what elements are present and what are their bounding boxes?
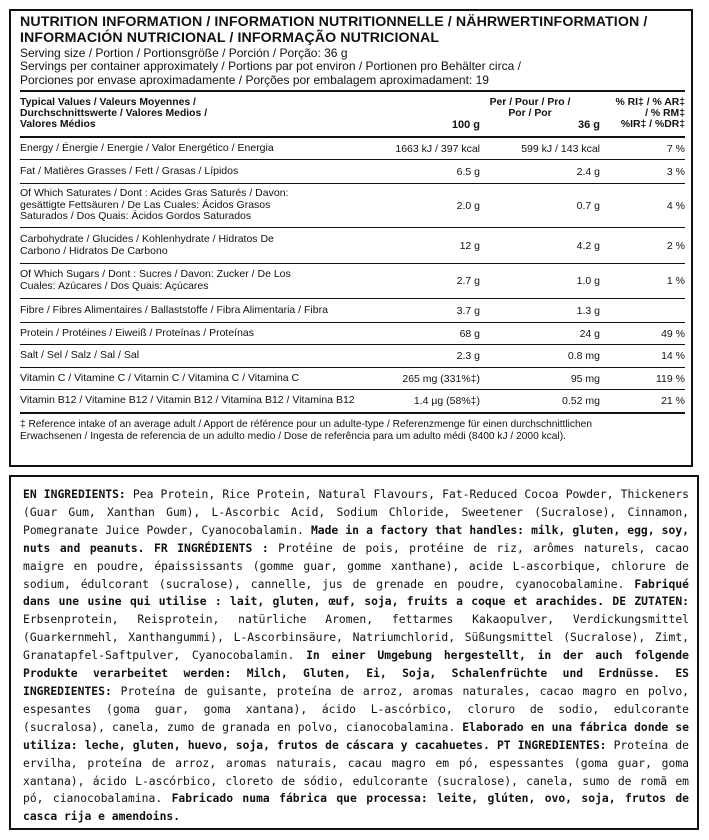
table-row — [20, 322, 685, 344]
ingredients-text-en: Pea Protein, Rice Protein, Natural Flavours, Fat-Reduced Cocoa Powder, Thickeners (Guar Gum, Xanthan Gum), L-Ascorbic Acid, Sodium Chloride, Sweetener (Sucralose), Cinnamon, Pomegranate Juice Powder, Cyanocobalamin. — [23, 487, 689, 537]
value-per-100g: 3.7 g — [456, 305, 480, 318]
table-row — [20, 136, 685, 159]
value-per-36g: 24 g — [579, 328, 600, 341]
ingredients-label-pt: PT INGREDIENTES: — [489, 737, 607, 752]
reference-intake-value: 3 % — [666, 166, 685, 179]
ingredients-text-fr: Protéine de pois, protéine de riz, arômes naturels, cacao maigre en poudre, épaississants (gomme guar, gomme xanthane), acide L-ascorbique, chlorure de sodium, édulcorant (sucralose), cannelle, jus de grenade en poudre, cyanocobalamine. — [23, 540, 689, 591]
value-per-36g: 95 mg — [570, 373, 600, 386]
ingredients-label-es: ES INGREDIENTES: — [23, 666, 689, 698]
value-per-100g: 1663 kJ / 397 kcal — [395, 143, 480, 156]
nutrition-title-line2: INFORMACIÓN NUTRICIONAL / INFORMAÇÃO NUTRICIONAL — [20, 29, 440, 46]
value-per-100g: 1.4 µg (58%‡) — [413, 395, 480, 408]
nutrient-name: Salt / Sel / Salz / Sal / Sal — [20, 349, 140, 362]
nutrition-title-line1: NUTRITION INFORMATION / INFORMATION NUTRITIONNELLE / NÄHRWERTINFORMATION / — [20, 14, 648, 30]
reference-intake-value: 1 % — [666, 275, 685, 288]
reference-intake-footnote: ‡ Reference intake of an average adult / Apport de référence pour un adulte-type / Referenzmenge für einen durchschnittlichen Erwachsenen / Ingesta de referencia de un adulto medio / Dose de referência para um adulto médi (8400 kJ / 2000 kcal). — [20, 412, 685, 443]
nutrient-name: Protein / Protéines / Eiweiß / Proteínas / Proteínas — [20, 327, 255, 340]
table-row — [20, 367, 685, 389]
value-per-36g: 0.8 mg — [567, 350, 600, 363]
reference-intake-value: 49 % — [661, 328, 685, 341]
ingredients-label-fr: FR INGRÉDIENTS : — [144, 540, 269, 555]
value-per-100g: 12 g — [459, 240, 480, 253]
value-per-36g: 2.4 g — [576, 166, 600, 179]
ingredients-panel — [9, 475, 699, 830]
table-row — [20, 227, 685, 263]
ingredients-label-de: DE ZUTATEN: — [604, 594, 689, 609]
ingredients-text-pt: Proteína de ervilha, proteína de arroz, aromas naturais, cacau magro em pó, espessantes (goma guar, goma xantana), ácido L-ascórbico, cloreto de sódio, edulcorante (sucralose), canela, sumo de romã em pó, cianocobalamina. — [23, 737, 689, 806]
reference-intake-value: 2 % — [666, 240, 685, 253]
allergen-statement-fr: Fabriqué dans une usine qui utilise : lait, gluten, œuf, soja, fruits a coque et arachides. — [23, 576, 689, 609]
value-per-36g: 1.3 g — [576, 305, 600, 318]
per-header: Per / Pour / Pro / Por / Por — [489, 97, 571, 120]
allergen-statement-en: Made in a factory that handles: milk, gluten, egg, soy, nuts and peanuts. — [23, 522, 690, 555]
value-per-36g: 0.52 mg — [562, 395, 600, 408]
table-row — [20, 389, 685, 412]
ingredients-text — [23, 486, 689, 826]
table-row — [20, 183, 685, 227]
nutrient-name: Energy / Énergie / Energie / Valor Energético / Energia — [20, 142, 274, 155]
servings-per-container-line1: Servings per container approximately / Portions par pot environ / Portionen pro Behälter circa / — [20, 59, 521, 74]
reference-intake-value: 4 % — [666, 200, 685, 213]
table-row — [20, 344, 685, 367]
table-row — [20, 159, 685, 183]
nutrient-name: Carbohydrate / Glucides / Kohlenhydrate / Hidratos De Carbono / Hidratos De Carbono — [20, 233, 274, 257]
reference-intake-value: 14 % — [661, 350, 685, 363]
allergen-statement-es: Elaborado en una fábrica donde se utiliza: leche, gluten, huevo, soja, frutos de cáscara y cacahuetes. — [23, 719, 689, 752]
nutrient-name: Fibre / Fibres Alimentaires / Ballaststoffe / Fibra Alimentaria / Fibra — [20, 304, 328, 317]
value-per-36g: 0.7 g — [576, 200, 600, 213]
servings-per-container-line2: Porciones por envase aproximadamente / Porções por embalagem aproximadament: 19 — [20, 72, 489, 87]
nutrition-information-panel — [9, 9, 693, 467]
table-row — [20, 263, 685, 298]
value-per-36g: 4.2 g — [576, 240, 600, 253]
value-per-100g: 68 g — [459, 328, 480, 341]
nutrient-name: Of Which Saturates / Dont : Acides Gras Saturés / Davon: gesättigte Fettsäuren / De Las Cuales: Ácidos Grasos Saturados / Dos Quais: Ácidos Gordos Saturados — [20, 187, 289, 223]
allergen-statement-pt: Fabricado numa fábrica que processa: leite, glúten, ovo, soja, frutos de casca rija e amendoins. — [23, 791, 689, 824]
nutrient-name: Vitamin C / Vitamine C / Vitamin C / Vitamina C / Vitamina C — [20, 372, 300, 385]
nutrient-name: Fat / Matières Grasses / Fett / Grasas / Lípidos — [20, 165, 239, 178]
reference-intake-value: 21 % — [661, 395, 685, 408]
value-per-36g: 599 kJ / 143 kcal — [521, 143, 600, 156]
per-100g-header: 100 g — [451, 119, 480, 132]
nutrient-name: Vitamin B12 / Vitamine B12 / Vitamin B12 / Vitamina B12 / Vitamina B12 — [20, 394, 355, 407]
reference-intake-value: 119 % — [656, 373, 685, 386]
value-per-36g: 1.0 g — [576, 275, 600, 288]
value-per-100g: 2.3 g — [456, 350, 480, 363]
value-per-100g: 2.7 g — [456, 275, 480, 288]
ingredients-text-es: Proteína de guisante, proteína de arroz, aromas naturales, cacao magro en polvo, espesantes (goma guar, goma xantana), ácido L-ascórbico, cloruro de sodio, edulcorante (sucralosa), canela, zumo de granada en polvo, cianocobalamina. — [23, 683, 689, 734]
value-per-100g: 265 mg (331%‡) — [402, 373, 480, 386]
table-row — [20, 298, 685, 322]
reference-intake-header: % RI‡ / % AR‡ / % RM‡ %IR‡ / %DR‡ — [615, 97, 685, 131]
typical-values-header: Typical Values / Valeurs Moyennes / Durchschnittswerte / Valores Medios / Valores Médios — [20, 97, 208, 131]
allergen-statement-de: In einer Umgebung hergestellt, in der auch folgende Produkte verarbeitet werden: Milch, Gluten, Ei, Soja, Schalenfrüchte und Erdnüsse. — [23, 648, 689, 681]
ingredients-label-en: EN INGREDIENTS: — [23, 487, 126, 501]
value-per-100g: 6.5 g — [456, 166, 480, 179]
nutrient-name: Of Which Sugars / Dont : Sucres / Davon: Zucker / De Los Cuales: Azúcares / Dos Quais: Açúcares — [20, 268, 291, 292]
value-per-100g: 2.0 g — [456, 200, 480, 213]
per-36g-header: 36 g — [577, 119, 600, 132]
serving-size: Serving size / Portion / Portionsgröße / Porción / Porção: 36 g — [20, 46, 348, 60]
ingredients-text-de: Erbsenprotein, Reisprotein, natürliche Aromen, fettarmes Kakaopulver, Verdickungsmittel (Guarkernmehl, Xanthangummi), L-Ascorbinsäure, Natriumchlorid, Süßungsmittel (Sucralose), Zimt, Granatapfel-Saftpulver, Cyanocobalamin. — [23, 612, 689, 663]
reference-intake-value: 7 % — [666, 143, 685, 156]
column-headers — [20, 92, 685, 136]
